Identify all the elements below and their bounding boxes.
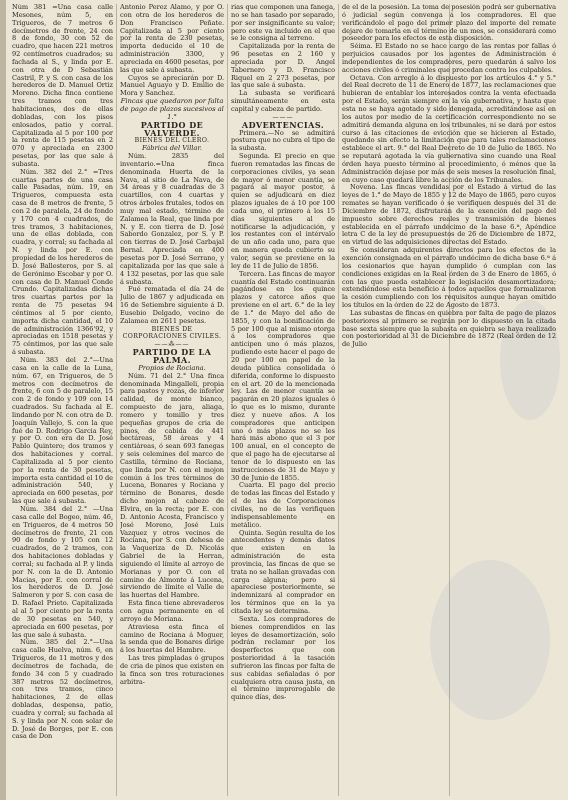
listing-paragraph: Antonio Perez Alamo, y por O. con otra de los herederos de Don Francisco Peñate. Capitalizada al 5 por ciento por la renta de 230 pesetas, importa deducido el 10 de administración 3300, y apreciada en 4600 pesetas, por las que sale á subasta. xyxy=(120,4,224,74)
column-rule xyxy=(116,4,117,796)
advertencia-paragraph: Primera.—No se admitirá postura que no cubra el tipo de la subasta. xyxy=(231,128,335,153)
advertencia-paragraph: Sexta. Los compradores de bienes comprendidos en las leyes de desamortización, solo podrán reclamar por los desperfectos que con posterioridad á la tasación sufrieron las fincas por falta de sus cabidas señaladas ó por cualquiera otra causa justa, en el término improrogable de quince días, des- xyxy=(231,614,335,702)
column-1 xyxy=(12,4,113,796)
separator: ——⁂—— xyxy=(154,341,190,349)
listing-paragraph: Atraviesa esta finca el camino de Rociana á Moguer, la senda que de Bonares dirige á los huertas del Hambre. xyxy=(120,622,224,655)
advertencia-paragraph: Segunda. El precio en que fueron rematadas las fincas de corporaciones civiles, ya sean de mayor ó menor cuantía, se pagará al mayor postor, á quien se adjudicará en diez plazos iguales de á 10 por 100 cada uno, el primero á los 15 días siguientes al de notificarse la adjudicación, y los restantes con el intérvalo de un año cada uno, para que en manera queda cubierto su valor, según se previene en la ley de 11 de Julio de 1856. xyxy=(231,152,335,270)
section-note: Fincas que quedaron por falta de pago de plazos sucesivos al 1.° xyxy=(120,97,224,121)
advertencia-paragraph: Novena. Las fincas vendidas por el Estado á virtud de las leyes de 1.° de Mayo de 1855 y 12 de Mayo de 1865, pero cuyos remates se hayan verificado ó se verifiquen después del 31 de Diciembre de 1872, disfrutarán de la exención del pago del impuesto sobre derechos reales y transmisión de bienes establecida en el párrafo undécimo de la base 6.ª, Apéndice letra C de la ley de presupuestos de 26 de Diciembre de 1872, en virtud de las adquisiciones directas del Estado. xyxy=(342,183,556,247)
column-3 xyxy=(231,4,335,796)
section-subheading: BIENES DE CORPORACIONES CIVILES. xyxy=(122,325,222,341)
listing-paragraph: Núm. 2835 del inventario.=Una finca denominada Huerta de la Nava, al sitio de La Nava, de 34 áreas y 8 cuadradas de 3 cuartillos, con 4 cuartas y otros árboles frutales, todos en muy mal estado, término de Zalamea la Real, que linda por N. y E. con tierra de D. José Sabordo Gonzalez, por S. y P. con tierras de D. José Carbajal Bernal. Apreciada en 400 pesetas por D. José Serrano, y capitalizada por las que sale á 4 132 pesetas, por las que sale á subasta. xyxy=(120,152,224,286)
advertencia-paragraph: Se consideran adquirentes directos para los efectos de la exención consignada en el párrafo undécimo de dicha base 6.ª á los cesionarios que hayan cumplido ó cumplan con las condiciones exigidas en la Real órden de 3 de Enero de 1865, ó con las que pueda establecer la legislación desamortizadora; extendiéndose esta beneficio á todos aquellos que formalizaron la cesión cumpliendo con los requisitos aunque hayan omitido los títulos en la órden de 22 de Agosto de 1873. xyxy=(342,246,556,310)
advertencia-paragraph: Octava. Con arreglo á lo dispuesto por los artículos 4.° y 5.° del Real decreto de 11 de Enero de 1877, las reclamaciones que hubieran de entablar los interesados contra la venta efectuada por el Estado, serán siempre en la vía gubernativa, y hasta que esta no se haya agotado y sido denegada, acreditándose así en los autos por medio de la certificación correspondiente no se admitirá demanda alguna en los tribunales, ni se dará por estos curso á las citaciones de evicción que se hicieren al Estado, quedando sin efecto la limitación que para tales reclamaciones establece el art. 9.° del Real Decreto de 10 de Julio de 1865. No se reputará agotada la vía gubernativa sino cuando una Real órden haya puesto término al procedimiento, ó ménos que la Administración dejase por más de seis meses la resolución final, en cuyo caso quedará libre la acción de los Tribunales. xyxy=(342,73,556,184)
listing-paragraph: Núm. 382 del 2.° =Tres cuartas partes de una casa calle Pasadas, núm. 19, en Trigueros, compuesta esta casa de 8 metros de frente, 5 con 2 de paralela, 24 de fondo y 170 con 4 cuadrados, de tres tramos, 3 habitaciones, una de ellas doblada, con cuadra, y corral; su fachada al N. y linda por E. con propiedad de los herederos de D. José Ballesteros, por S. al de Gerónimo Escobar y por O. con casa de D. Manuel Conde Crundo. Capitalizadas dichas tres cuartas partes por la renta de 75 pesetas 94 céntimos al 5 por ciento, importa dicha cantidad, el 10 de administración 1366'92, y apreciadas en 1518 pesetas y 75 céntimos, por las que sale á subasta. xyxy=(12,167,113,357)
listing-paragraph: Núm. 71 del 2.° Una finca denominada Mingalleli, propia para pastos y rozas, de inferior calidad, de monte bianco, compuesto de jara, aliaga, romero y tomillo y tres pequeñas grupos de cria de pinos, de cabida de 441 hectáreas, 58 áreas y 4 centiáreas, ó sean 693 fanegas y seis celemines del marco de Castilla, término de Rociana, que linda por N. con el mojon común á los tres términos de Lucena, Bonares y Rociana y término de Bonares, desde dicho mojon al cabezo de Elvira, en la recta; por E. con D. Antonio Acosta, Francisco y José Moreno, José Luis Vazquez y otros vecinos de Rociana, por S. con dehesa de la Vaqueriza de D. Nicolás Gabriel de la Herran, siguiendo el límite al arroyo de Morianas y por O. con el camino de Almonte á Lucena, sirviendo de límite el Valle de las huertas del Hambre. xyxy=(120,371,224,600)
listing-paragraph: Esta finca tiene abrevaderos con agua permanente en el arroyo de Moriana. xyxy=(120,599,224,623)
section-heading: ADVERTENCIAS. xyxy=(241,119,325,130)
listing-paragraph: Cuyos se apreciarán por D. Manuel Aguayo y D. Emilio de Mora y Sanchez. xyxy=(120,73,224,98)
listing-paragraph: Núm. 384 del 2.° —Una casa calle del Bogeo, núm. 46, en Trigueros, de 4 metros 50 decímetros de frente, 21 con 90 de fondo y 105 con 12 cuadrados, de 2 tramos, con dos habitaciones dobladas y corral; su fachada al P. y linda por N. con la de D. Antonio Macias, por E. con corral de los herederos de D. José Salmeron y por S. con casa de D. Rafael Prieto. Capitalizada al al 5 por ciento por la renta de 30 pesetas en 540, y apreciada en 600 pesetas, por las que sale á subasta. xyxy=(12,505,113,639)
listing-paragraph: Núm. 383 del 2.°—Una casa en la calle de la Luna, núm. 67, en Trigueros, de 5 metros con decímetros de frente, 6 con 5 de paralelo, 15 con 2 de fondo y 109 con 14 cuadrados. Su fachada al E. lindando por N. con otra de D. Joaquín Vallejo, S. con la que fué de D. Rodrigo Garcia Rey, y por O. con era de D. José Pablo Quintero; dos tramos y dos habitaciones y corral. Capitalizada al 5 por ciento por la renta de 30 pesetas, importa esta cantidad el 10 de administración 540, y apreciada en 600 pesetas, por las que sale á subasta. xyxy=(12,355,113,506)
advertencia-paragraph: Cuarta. El pago del precio de todas las fincas del Estado y el de las de Corporaciones civiles, no de las verifiquen indispensablemente en metálico. xyxy=(231,481,335,529)
listing-paragraph: rias que componen una fanega, no se han tasado por separado, por ser insignificante su valor; pero este va incluido en el que se le consigna al terreno. xyxy=(231,4,335,43)
column-rule xyxy=(227,4,228,796)
section-subheading: Propios de Rociana. xyxy=(138,363,206,372)
section-subheading: Fábrica del Villar. xyxy=(142,144,202,153)
section-heading: PARTIDO DE LA PALMA. xyxy=(132,347,212,365)
section-heading: PARTIDO DE VALVERDE. xyxy=(140,119,204,138)
section-subheading: BIENES DEL CLERO. xyxy=(134,137,210,145)
advertencia-paragraph: Tercera. Las fincas de mayor cuantía del Estado continuarán pagándose en los quince plazos y catorce años que previene en el art. 6.° de la ley de 1.° de Mayo del año de 1855, y con la bonificación de 5 por 100 que al mismo otorga á los compradores que anticipen uno ó más plazos, pudiendo este hacer el pago de 20 por 100 en papel de la deuda pública consolidada ó diferida, conforme lo dispuesto en el art. 20 de la mencionada ley. Las de menor cuantía se pagarán en 20 plazos iguales ó lo que es lo mismo, durante diez y nueve años. A los compradores que anticipen uno ó más plazos no se les hará más abono que el 3 por 100 anual, en el concepto de que el pago ha de ejecutarse al tenor de lo dispuesto en las instrucciones de 31 de Mayo y 30 de Junio de 1855. xyxy=(231,269,335,482)
listing-paragraph: Núm 381 =Una casa calle Mesones, núm 5, en Trigueros, de 7 metros 6 decímetros de frente, 24 con 8 de fondo, 30 con 52 de cuadro, que hacen 221 metros 92 centímetros cuadrados; su fachada al S., y linda por E. con otra de D Sebastián Castril, P. y S. con casa de los herederos de D. Manuel Ortiz Moreno. Dicha finca contiene tres tramos con tres habitaciones, dos de ellas dobladas, con los pisos enlosados, patio y corral. Capitalizada al 5 por 100 por la renta de 115 pesetas en 2 070 y apreciada en 2300 pesetas, por las que sale á subasta. xyxy=(12,4,113,168)
page-binding-edge xyxy=(0,0,6,800)
advertencia-paragraph: Quinta. Según resulta de los antecedentes y demás datos que existen en la administración de esta provincia, las fincas de que se trata no se hallan gravadas con carga alguna; pero si apareciese posteriormente, se indemnizará al comprador en los términos que en la ya citada ley se determina. xyxy=(231,528,335,615)
column-rule xyxy=(338,4,339,796)
listing-paragraph: Fué rematada el día 24 de Julio de 1867 y adjudicada en 16 de Setiembre siguiente á D. Eusebio Delgado, vecino de Zalamea en 2611 pesetas. xyxy=(120,285,224,325)
listing-paragraph: Las tres pimpladas ó grupos de cria de pinos que existen en la finca son tres roturaciones arbitra- xyxy=(120,654,224,686)
listing-paragraph: Capitalizada por la renta de 96 pesetas en 2 160 y apreciada por D. Angel Tabernero y D. Francisco Riquel en 2 273 pesetas, por las que sale á subasta. xyxy=(231,42,335,90)
column-4 xyxy=(342,4,556,796)
advertencia-paragraph: Séima. El Estado no se hace cargo de las rentas por fallas ó perjuicios causados por los agentes de Administración é independientes de los compradores, pero quedarán á salvo los acciones civiles ó criminales que procedan contra los culpables. xyxy=(342,42,556,74)
separator: ——— xyxy=(272,113,294,121)
advertencia-paragraph: Las subastas de fincas en quiebra por falta de pago de plazos posteriores al primero se regirán por lo dispuesto en la citada base sexta siempre que la subasta en quiebra se haya realizado con posterioridad al 31 de Diciembre de 1872 (Real órden de 12 de Julio xyxy=(342,308,556,349)
listing-paragraph: La subasta se verificará simultáneamente en esta capital y cabeza de partido. xyxy=(231,89,335,113)
listing-paragraph: Núm. 385 del 2.°—Una casa calle Huelva, núm. 6, en Trigueros, de 11 metros y dos decímetros de fachada, de fondo 34 con 5 y cuadrado 387 metros 52 decímetros, con tres tramos, cinco habitaciones, 2 de ellas dobladas, despensa, patio, cuadra y corral; su fachada al S. y linda por N. con solar de D. José de Borges, por E. con casa de Don xyxy=(12,638,113,741)
advertencia-paragraph: de el de la posesión. La toma de posesión podrá ser gubernativa ó judicial según convenga á los compradores. El que verificándolo el pago del primer plazo del importe del remate dejare de tomarla en el término de un mes, se considerará como poseedor para los efectos de esta disposición. xyxy=(342,4,556,43)
column-2 xyxy=(120,4,224,796)
